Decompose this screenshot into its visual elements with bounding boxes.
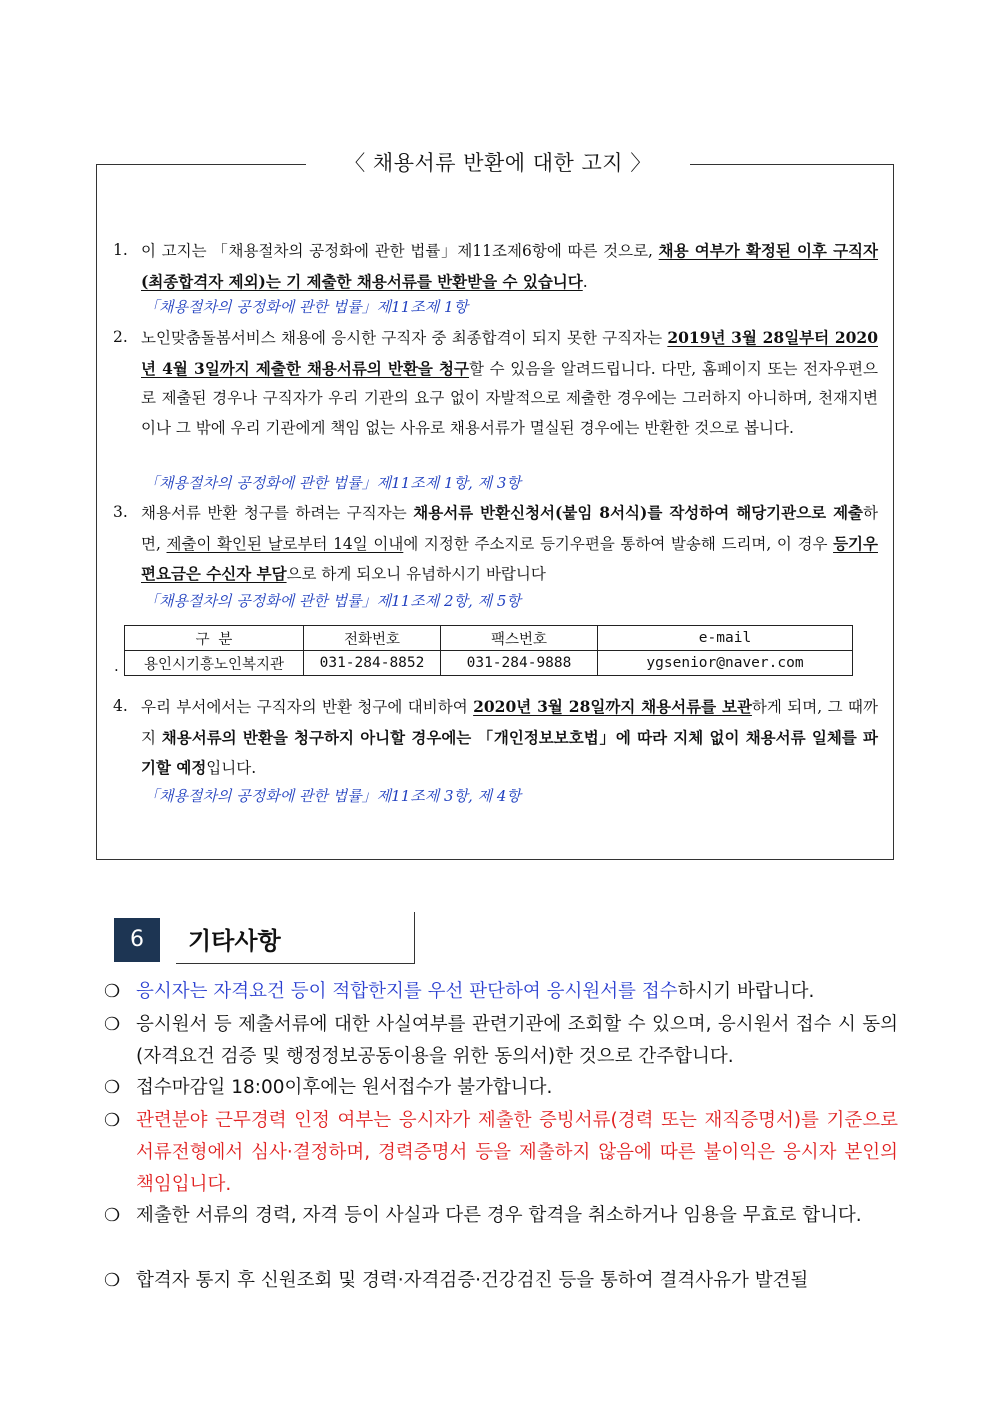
bullet-highlight: 응시자는 자격요건 등이 적합한지를 우선 판단하여 응시원서를 접수: [136, 981, 678, 1002]
item-text: 하면,: [141, 504, 878, 553]
bullet-text: 응시원서 등 제출서류에 대한 사실여부를 관련기관에 조회할 수 있으며, 응시원서 접수 시 동의(자격요건 검증 및 행정정보공동이용을 위한 동의서)한 것으로 간주합니다.: [136, 1014, 898, 1067]
table-row: [125, 651, 853, 676]
item-text: 할 수 있음을 알려드립니다. 다만, 홈페이지 또는 전자우편으로 제출된 경우나 구직자가 우리 기관의 요구 없이 자발적으로 제출한 경우에는 그러하지 아니하며, 천재지변이나 그 밖에 우리 기관에게 책임 없는 사유로 채용서류가 멸실된 경우에는 반환한 것으로 봅니다.: [141, 359, 878, 437]
item-text: 채용서류 반환 청구를 하려는 구직자는: [141, 504, 414, 522]
list-item: [104, 1200, 898, 1232]
item-number: 3.: [113, 503, 128, 521]
bullet-highlight: 관련분야 근무경력 인정 여부는 응시자가 제출한 증빙서류(경력 또는 재직증명서)를 기준으로 서류전형에서 심사·결정하며, 경력증명서 등을 제출하지 않음에 따른 불이익은 응시자 본인의 책임입니다.: [136, 1110, 898, 1195]
item-text: 에 지정한 주소지로 등기우편을 통하여 발송해 드리며, 이 경우: [403, 534, 834, 553]
list-item: [104, 1105, 898, 1201]
circle-bullet-icon: ❍: [104, 1270, 121, 1291]
item-text: .: [582, 272, 588, 291]
section-number-badge: 6: [114, 918, 160, 962]
item-text: 우리 부서에서는 구직자의 반환 청구에 대비하여: [141, 698, 474, 716]
item-emphasis: 채용서류의 반환을 청구하지 아니할 경우에는 「개인정보보호법」에 따라 지체 없이 채용서류 일체를 파기할 예정: [141, 727, 878, 777]
circle-bullet-icon: ❍: [104, 1014, 121, 1035]
bullet-text: 접수마감일 18:00이후에는 원서접수가 불가합니다.: [136, 1077, 553, 1098]
notice-item-1: [113, 236, 878, 297]
circle-bullet-icon: ❍: [104, 1110, 121, 1131]
item-text: 입니다.: [206, 759, 257, 777]
table-header-cell: 구 분: [125, 626, 304, 651]
item-number: 1.: [113, 241, 128, 259]
law-reference: 「채용절차의 공정화에 관한 법률」제11조제 3항, 제 4항: [144, 787, 521, 805]
law-reference: 「채용절차의 공정화에 관한 법률」제11조제 1항: [144, 298, 469, 316]
item-text: 하게 되며, 그 때까지: [141, 698, 878, 747]
circle-bullet-icon: ❍: [104, 1205, 121, 1226]
item-emphasis: 2019년 3월 28일부터 2020년 4월 3일까지 제출한 채용서류의 반환을 청구: [141, 328, 878, 378]
list-item: [104, 1265, 898, 1297]
law-reference: 「채용절차의 공정화에 관한 법률」제11조제 2항, 제 5항: [144, 592, 521, 610]
item-text: 노인맞춤돌봄서비스 채용에 응시한 구직자 중 최종합격이 되지 못한 구직자는: [141, 329, 668, 347]
table-header-row: [125, 626, 853, 651]
item-text: 이 고지는 「채용절차의 공정화에 관한 법률」제11조제6항에 따른 것으로,: [141, 242, 659, 260]
section-divider: [414, 912, 415, 964]
notice-item-2: [113, 323, 878, 443]
item-number: 2.: [113, 328, 128, 346]
section-underline: [176, 963, 415, 964]
item-number: 4.: [113, 697, 128, 715]
circle-bullet-icon: ❍: [104, 1077, 121, 1098]
notice-item-3: [113, 498, 878, 590]
item-emphasis: 2020년 3월 28일까지 채용서류를 보관: [473, 697, 752, 716]
notice-title: 〈 채용서류 반환에 대한 고지 〉: [306, 146, 690, 180]
item-emphasis: 등기우편요금은 수신자 부담: [141, 533, 878, 583]
table-cell-email: ygsenior@naver.com: [598, 651, 853, 676]
item-text: 으로 하게 되오니 유념하시기 바랍니다: [286, 565, 546, 583]
notice-item-4: [113, 692, 878, 784]
item-emphasis: 채용 여부가 확정된 이후 구직자(최종합격자 제외)는 기 제출한 채용서류를 반환받을 수 있습니다: [141, 241, 878, 291]
table-cell-org: 용인시기흥노인복지관: [125, 651, 304, 676]
law-reference: 「채용절차의 공정화에 관한 법률」제11조제 1항, 제 3항: [144, 474, 521, 492]
item-underline: 제출이 확인된 날로부터 14일 이내: [166, 534, 404, 553]
section-title: 기타사항: [188, 927, 281, 955]
bullet-text: 합격자 통지 후 신원조회 및 경력·자격검증·건강검진 등을 통하여 결격사유가 발견될: [136, 1270, 809, 1291]
stray-dot: .: [114, 657, 119, 675]
table-cell-phone: 031-284-8852: [304, 651, 441, 676]
contact-table: [124, 625, 853, 676]
table-cell-fax: 031-284-9888: [441, 651, 598, 676]
circle-bullet-icon: ❍: [104, 981, 121, 1002]
table-header-cell: 전화번호: [304, 626, 441, 651]
bullet-text: 하시기 바랍니다.: [677, 981, 815, 1002]
item-emphasis: 채용서류 반환신청서(붙임 8서식)를 작성하여 해당기관으로 제출: [413, 503, 864, 522]
bullet-text: 제출한 서류의 경력, 자격 등이 사실과 다른 경우 합격을 취소하거나 임용을 무효로 합니다.: [136, 1205, 862, 1226]
table-header-cell: 팩스번호: [441, 626, 598, 651]
table-header-cell: e-mail: [598, 626, 853, 651]
list-item: [104, 1072, 898, 1104]
list-item: [104, 1009, 898, 1073]
list-item: [104, 976, 898, 1008]
